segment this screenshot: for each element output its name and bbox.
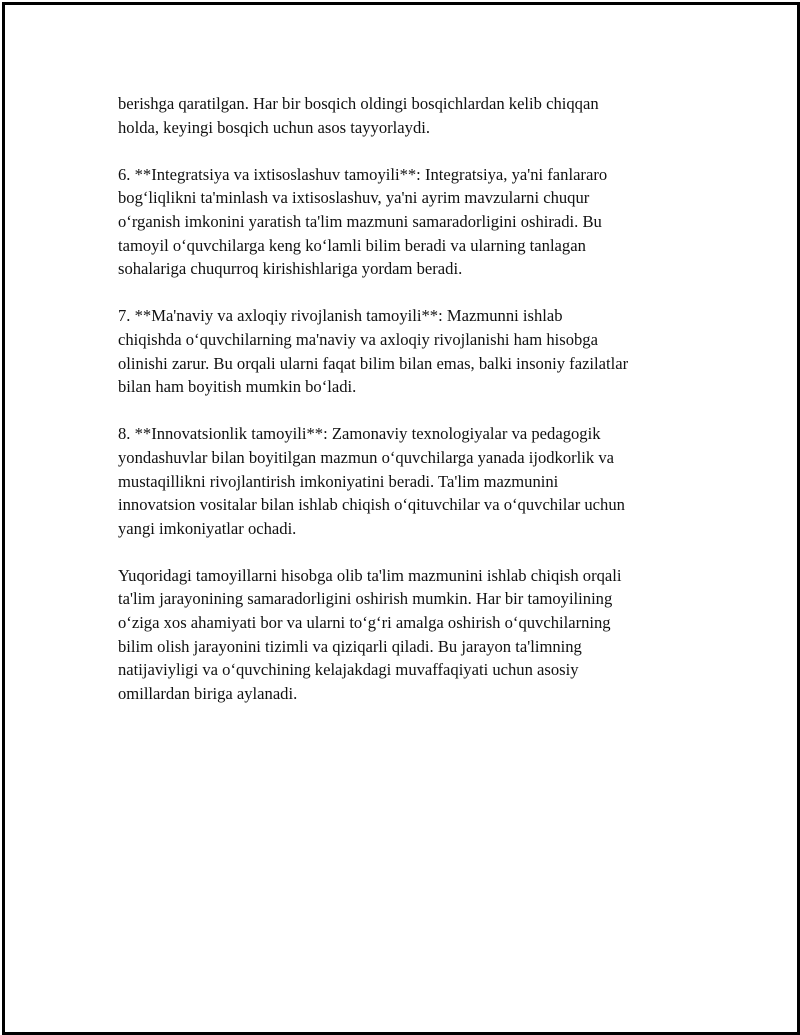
paragraph-principle-7: 7. **Ma'naviy va axloqiy rivojlanish tamoyili**: Mazmunni ishlab chiqishda o‘quvchilarning ma'naviy va axloqiy rivojlanishi ham hisobga olinishi zarur. Bu orqali ularni faqat bilim bilan emas, balki insoniy fazilatlar bilan ham boyitish mumkin bo‘ladi. — [118, 306, 629, 397]
document-body — [118, 92, 688, 729]
paragraph-continuation: berishga qaratilgan. Har bir bosqich oldingi bosqichlardan kelib chiqqan holda, keyingi bosqich uchun asos tayyorlaydi. — [118, 94, 599, 137]
paragraph-conclusion: Yuqoridagi tamoyillarni hisobga olib ta'lim mazmunini ishlab chiqish orqali ta'lim jarayonining samaradorligini oshirish mumkin. Har bir tamoyilining o‘ziga xos ahamiyati bor va ularni to‘g‘ri amalga oshirish o‘quvchilarning bilim olish jarayonini tizimli va qiziqarli qiladi. Bu jarayon ta'limning natijaviyligi va o‘quvchining kelajakdagi muvaffaqiyati uchun asosiy omillardan biriga aylanadi. — [118, 565, 622, 703]
paragraph-principle-8: 8. **Innovatsionlik tamoyili**: Zamonaviy texnologiyalar va pedagogik yondashuvlar bilan boyitilgan mazmun o‘quvchilarga yanada ijodkorlik va mustaqillikni rivojlantirish imkoniyatini beradi. Ta'lim mazmunini innovatsion vositalar bilan ishlab chiqish o‘qituvchilar va o‘quvchilar uchun yangi imkoniyatlar ochadi. — [118, 424, 625, 538]
paragraph-principle-6: 6. **Integratsiya va ixtisoslashuv tamoyili**: Integratsiya, ya'ni fanlararo bog‘liqlikni ta'minlash va ixtisoslashuv, ya'ni ayrim mavzularni chuqur o‘rganish imkonini yaratish ta'lim mazmuni samaradorligini oshiradi. Bu tamoyil o‘quvchilarga keng ko‘lamli bilim beradi va ularning tanlagan sohalariga chuqurroq kirishishlariga yordam beradi. — [118, 164, 608, 279]
